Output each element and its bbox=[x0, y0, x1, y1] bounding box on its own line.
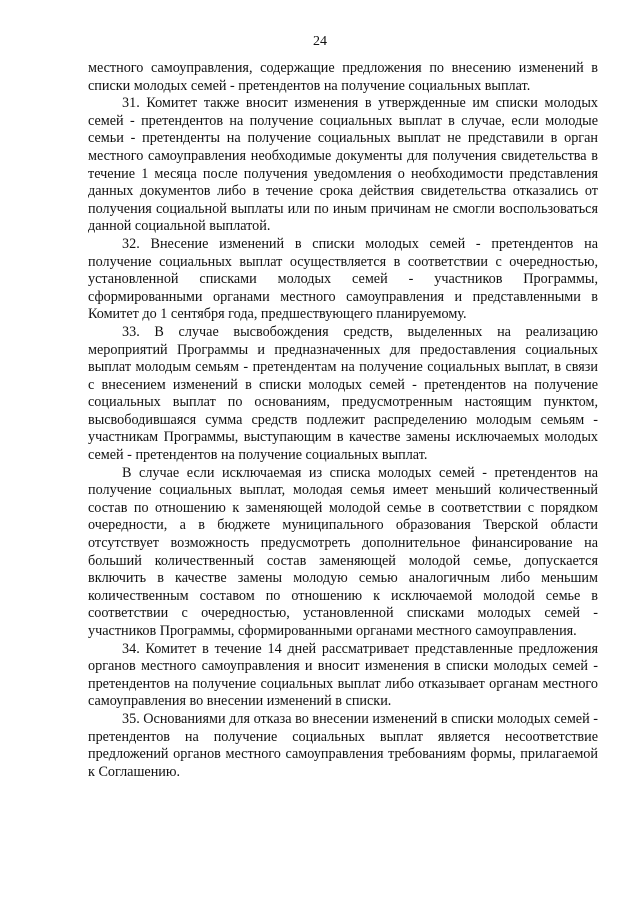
paragraph-34: 34. Комитет в течение 14 дней рассматривает представленные предложения органов местного самоуправления и вносит изменения в списки молодых семей - претендентов на получение социальных выплат либо отказывает органам местного самоуправления во внесении изменений в списки. bbox=[88, 640, 598, 710]
paragraph-33-replacement: В случае если исключаемая из списка молодых семей - претендентов на получение социальных выплат, молодая семья имеет меньший количественный состав по отношению к заменяющей молодой семье в соответствии с порядком очередности, а в бюджете муниципального образования Тверской области отсутствует возможность предусмотреть дополнительное финансирование на больший количественный состав заменяющей молодой семье, допускается включить в качестве замены молодую семью аналогичным либо меньшим количественным составом по отношению к исключаемой молодой семье в соответствии с очередностью, установленной списками молодых семей - участников Программы, сформированными органами местного самоуправления. bbox=[88, 464, 598, 639]
page-number: 24 bbox=[313, 34, 327, 49]
document-body bbox=[88, 60, 598, 781]
paragraph-33: 33. В случае высвобождения средств, выделенных на реализацию мероприятий Программы и предназначенных для предоставления социальных выплат молодым семьям - претендентам на получение социальных выплат, в связи с внесением изменений в списки молодых семей - претендентов на получение социальных выплат по основаниям, предусмотренным настоящим пунктом, высвободившаяся сумма средств подлежит распределению молодым семьям - участникам Программы, выступающим в качестве замены исключаемых молодых семей - претендентов на получение социальных выплат. bbox=[88, 323, 598, 464]
paragraph-32: 32. Внесение изменений в списки молодых семей - претендентов на получение социальных выплат осуществляется в соответствии с очередностью, установленной списками молодых семей - участников Программы, сформированными органами местного самоуправления и представленными в Комитет до 1 сентября года, предшествующего планируемому. bbox=[88, 235, 598, 323]
paragraph-continuation: местного самоуправления, содержащие предложения по внесению изменений в списки молодых семей - претендентов на получение социальных выплат. bbox=[88, 60, 598, 94]
paragraph-35: 35. Основаниями для отказа во внесении изменений в списки молодых семей - претендентов на получение социальных выплат является несоответствие предложений органов местного самоуправления требованиям формы, прилагаемой к Соглашению. bbox=[88, 710, 598, 780]
paragraph-31: 31. Комитет также вносит изменения в утвержденные им списки молодых семей - претендентов на получение социальных выплат в случае, если молодые семьи - претенденты на получение социальных выплат не представили в орган местного самоуправления необходимые документы для получения свидетельства в течение 1 месяца после получения уведомления о необходимости представления данных документов либо в течение срока действия свидетельства отказались от получения социальной выплаты или по иным причинам не смогли воспользоваться данной социальной выплатой. bbox=[88, 95, 598, 235]
